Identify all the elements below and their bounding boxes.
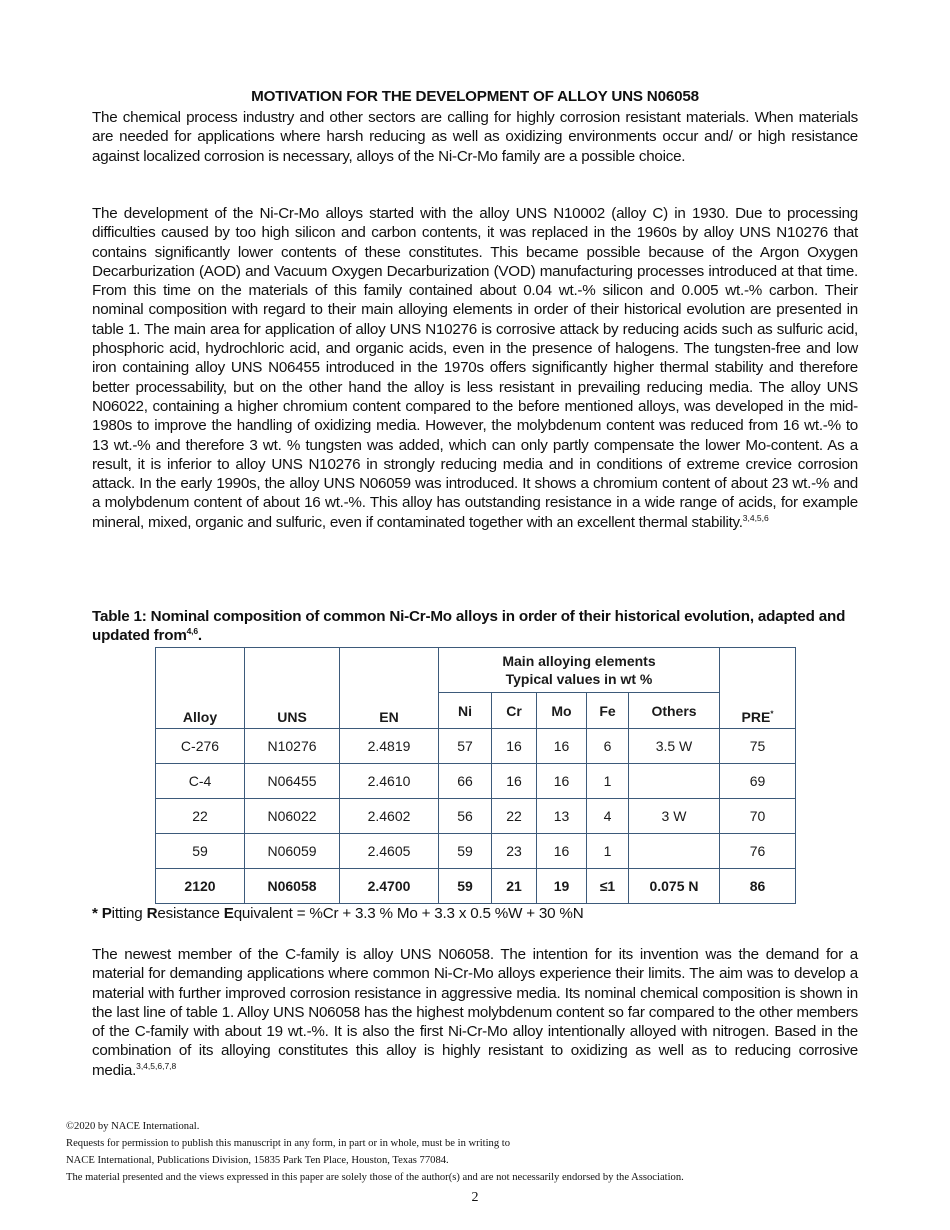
cell-uns: N10276 xyxy=(245,729,340,764)
cell-pre: 86 xyxy=(720,869,796,904)
cell-mo: 16 xyxy=(537,834,587,869)
cell-alloy: C-4 xyxy=(156,764,245,799)
cell-pre: 75 xyxy=(720,729,796,764)
reference-superscript: 3,4,5,6 xyxy=(742,512,769,523)
table-row-highlighted xyxy=(156,869,796,904)
cell-pre: 69 xyxy=(720,764,796,799)
cell-others: 3.5 W xyxy=(629,729,720,764)
cell-en: 2.4819 xyxy=(340,729,439,764)
group-header-line1: Main alloying elements xyxy=(502,653,656,669)
table-caption-text: Table 1: Nominal composition of common Ni-Cr-Mo alloys in order of their historical evolution, adapted and updated from xyxy=(92,608,846,644)
header-cr: Cr xyxy=(492,693,537,729)
cell-cr: 21 xyxy=(492,869,537,904)
footer-copyright: ©2020 by NACE International. xyxy=(66,1121,200,1132)
composition-table xyxy=(155,647,796,904)
header-ni: Ni xyxy=(439,693,492,729)
cell-ni: 59 xyxy=(439,834,492,869)
footnote-text: quivalent = %Cr + 3.3 % Mo + 3.3 x 0.5 %W + 30 %N xyxy=(233,905,584,922)
page-number: 2 xyxy=(471,1190,479,1205)
acronym-letter: P xyxy=(101,905,112,922)
header-en: EN xyxy=(340,648,439,729)
cell-en: 2.4610 xyxy=(340,764,439,799)
footnote-text: itting xyxy=(111,905,147,922)
footer-address: NACE International, Publications Division, 15835 Park Ten Place, Houston, Texas 77084. xyxy=(66,1155,449,1166)
cell-mo: 13 xyxy=(537,799,587,834)
paragraph-history xyxy=(92,204,858,532)
cell-fe: 6 xyxy=(587,729,629,764)
cell-pre: 76 xyxy=(720,834,796,869)
cell-uns: N06059 xyxy=(245,834,340,869)
cell-cr: 16 xyxy=(492,764,537,799)
footer-permission: Requests for permission to publish this manuscript in any form, in part or in whole, must be in writing to xyxy=(66,1138,511,1149)
cell-others: 3 W xyxy=(629,799,720,834)
cell-en: 2.4602 xyxy=(340,799,439,834)
cell-others: 0.075 N xyxy=(629,869,720,904)
cell-en: 2.4605 xyxy=(340,834,439,869)
header-others: Others xyxy=(629,693,720,729)
cell-fe: ≤1 xyxy=(587,869,629,904)
header-fe: Fe xyxy=(587,693,629,729)
header-pre-label: PRE xyxy=(741,709,771,725)
caption-period: . xyxy=(197,626,202,644)
header-alloy: Alloy xyxy=(156,648,245,729)
paragraph-intro xyxy=(92,108,858,166)
cell-uns: N06455 xyxy=(245,764,340,799)
table-row xyxy=(156,764,796,799)
cell-others xyxy=(629,834,720,869)
cell-ni: 56 xyxy=(439,799,492,834)
cell-alloy: 2120 xyxy=(156,869,245,904)
cell-ni: 59 xyxy=(439,869,492,904)
cell-ni: 57 xyxy=(439,729,492,764)
footer-disclaimer: The material presented and the views expressed in this paper are solely those of the author(s) and are not necessarily endorsed by the Association. xyxy=(66,1172,684,1183)
cell-uns: N06058 xyxy=(245,869,340,904)
table-row xyxy=(156,834,796,869)
reference-superscript: 3,4,5,6,7,8 xyxy=(136,1060,177,1071)
footnote-marker: * xyxy=(770,709,774,719)
cell-alloy: 59 xyxy=(156,834,245,869)
cell-alloy: C-276 xyxy=(156,729,245,764)
paragraph-text: The chemical process industry and other sectors are calling for highly corrosion resistant materials. When materials are needed for applications where harsh reducing as well as oxidizing environments occur and/ or high resistance against localized corrosion is necessary, alloys of the Ni-Cr-Mo family are a possible choice. xyxy=(92,109,858,165)
cell-fe: 1 xyxy=(587,834,629,869)
table-row xyxy=(156,729,796,764)
footnote-text: esistance xyxy=(157,905,224,922)
cell-others xyxy=(629,764,720,799)
header-uns: UNS xyxy=(245,648,340,729)
table-row xyxy=(156,799,796,834)
cell-mo: 19 xyxy=(537,869,587,904)
group-header-line2: Typical values in wt % xyxy=(505,671,653,687)
acronym-letter: E xyxy=(223,905,234,922)
footnote-star: * xyxy=(92,905,102,922)
reference-superscript: 4,6 xyxy=(186,625,198,636)
header-mo: Mo xyxy=(537,693,587,729)
cell-cr: 23 xyxy=(492,834,537,869)
table-caption xyxy=(92,608,858,645)
cell-mo: 16 xyxy=(537,729,587,764)
cell-fe: 1 xyxy=(587,764,629,799)
cell-alloy: 22 xyxy=(156,799,245,834)
pre-footnote xyxy=(92,905,584,922)
paragraph-n06058 xyxy=(92,945,858,1080)
acronym-letter: R xyxy=(146,905,158,922)
cell-mo: 16 xyxy=(537,764,587,799)
cell-cr: 16 xyxy=(492,729,537,764)
paragraph-text: The development of the Ni-Cr-Mo alloys started with the alloy UNS N10002 (alloy C) in 1930. Due to processing difficulties caused by too high silicon and carbon contents, it was replaced in the 1960s by alloy UNS N10276 that contains significantly lower contents of these constitutes. This became possible because of the Argon Oxygen Decarburization (AOD) and Vacuum Oxygen Decarburization (VOD) manufacturing processes introduced at that time. From this time on the materials of this family contained about 0.04 wt.-% silicon and 0.005 wt.-% carbon. Their nominal composition with regard to their main alloying elements in order of their historical evolution are presented in table 1. The main area for application of alloy UNS N10276 is corrosive attack by reducing acids such as sulfuric acid, phosphoric acid, hydrochloric acid, and organic acids, even in the presence of halogens. The tungsten-free and low iron containing alloy UNS N06455 introduced in the 1970s offers significantly higher thermal stability and therefore better processability, but on the other hand the alloy is less resistant in prevailing reducing media. The alloy UNS N06022, containing a higher chromium content compared to the before mentioned alloys, was developed in the mid-1980s to improve the handling of oxidizing media. However, the molybdenum content was reduced from 16 wt.-% to 13 wt.-% and therefore 3 wt. % tungsten was added, which can only partly compensate the lower Mo-content. As a result, it is inferior to alloy UNS N10276 in strongly reducing media and in conditions of extreme crevice corrosion attack. In the early 1990s, the alloy UNS N06059 was introduced. It shows a chromium content of about 23 wt.-% and a molybdenum content of about 16 wt.-%. This alloy has outstanding resistance in a wide range of acids, for example mineral, mixed, organic and sulfuric, even if contaminated together with an excellent thermal stability. xyxy=(92,205,858,531)
cell-fe: 4 xyxy=(587,799,629,834)
cell-en: 2.4700 xyxy=(340,869,439,904)
header-pre xyxy=(720,648,796,729)
section-heading: MOTIVATION FOR THE DEVELOPMENT OF ALLOY UNS N06058 xyxy=(251,88,699,105)
cell-uns: N06022 xyxy=(245,799,340,834)
header-main-alloying-elements xyxy=(439,648,720,693)
cell-ni: 66 xyxy=(439,764,492,799)
cell-cr: 22 xyxy=(492,799,537,834)
cell-pre: 70 xyxy=(720,799,796,834)
paragraph-text: The newest member of the C-family is alloy UNS N06058. The intention for its invention was the demand for a material for demanding applications where common Ni-Cr-Mo alloys experience their limits. The aim was to develop a material with further improved corrosion resistance in aggressive media. Its nominal chemical composition is shown in the last line of table 1. Alloy UNS N06058 has the highest molybdenum content so far compared to the other members of the C-family with about 19 wt.-%. It is also the first Ni-Cr-Mo alloy intentionally alloyed with nitrogen. Based in the combination of its alloying constitutes this alloy is highly resistant to oxidizing as well as to reducing corrosive media. xyxy=(92,946,858,1079)
